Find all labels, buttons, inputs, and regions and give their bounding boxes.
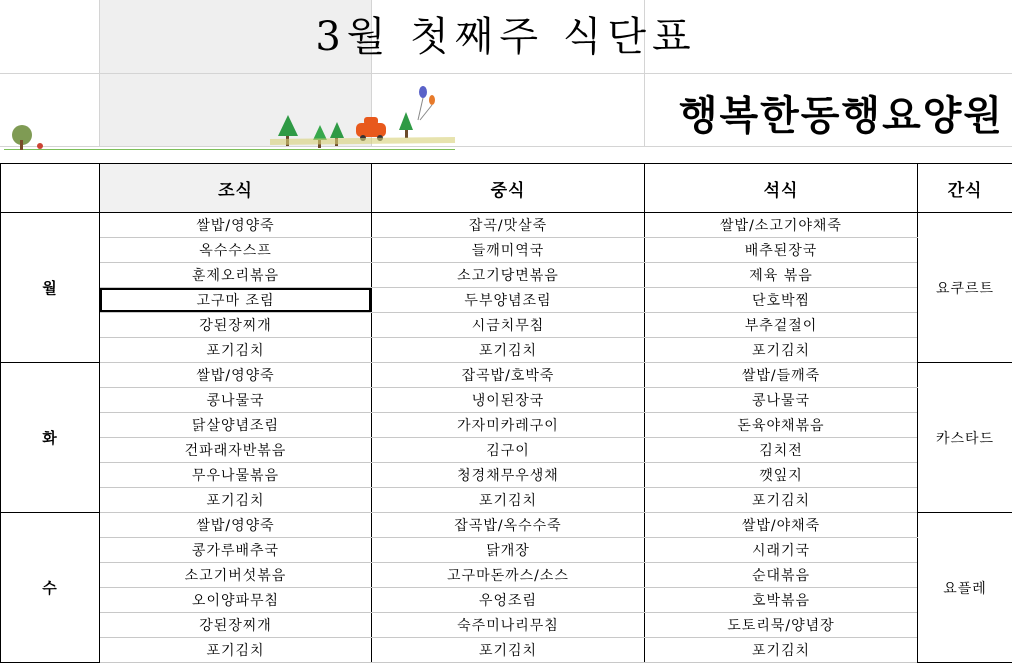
table-row (1, 213, 1012, 238)
table-row (1, 313, 1012, 338)
dinner-cell[interactable]: 제육 볶음 (645, 263, 918, 288)
lunch-cell[interactable]: 들깨미역국 (372, 238, 645, 263)
dinner-cell[interactable]: 포기김치 (645, 338, 918, 363)
table-row (1, 338, 1012, 363)
dinner-cell[interactable]: 콩나물국 (645, 388, 918, 413)
lunch-cell[interactable]: 소고기당면볶음 (372, 263, 645, 288)
table-row (1, 463, 1012, 488)
breakfast-cell[interactable]: 소고기버섯볶음 (100, 563, 372, 588)
decorative-landscape-image (0, 80, 640, 150)
breakfast-cell[interactable]: 쌀밥/영양죽 (100, 513, 372, 538)
day-label[interactable]: 수 (1, 513, 100, 663)
lunch-cell[interactable]: 청경채무우생채 (372, 463, 645, 488)
dinner-cell[interactable]: 호박볶음 (645, 588, 918, 613)
breakfast-cell[interactable]: 강된장찌개 (100, 313, 372, 338)
table-row (1, 288, 1012, 313)
breakfast-cell[interactable]: 콩가루배추국 (100, 538, 372, 563)
lunch-cell[interactable]: 닭개장 (372, 538, 645, 563)
breakfast-cell[interactable]: 강된장찌개 (100, 613, 372, 638)
dinner-cell[interactable]: 김치전 (645, 438, 918, 463)
column-header-snack[interactable]: 간식 (918, 164, 1012, 213)
table-row (1, 588, 1012, 613)
dinner-cell[interactable]: 깻잎지 (645, 463, 918, 488)
tree-icon (399, 112, 413, 138)
breakfast-cell[interactable]: 훈제오리볶음 (100, 263, 372, 288)
column-header-lunch[interactable]: 중식 (372, 164, 645, 213)
balloon-icon (418, 86, 435, 120)
breakfast-cell[interactable]: 오이양파무침 (100, 588, 372, 613)
lunch-cell[interactable]: 잡곡밥/호박죽 (372, 363, 645, 388)
dinner-cell[interactable]: 포기김치 (645, 488, 918, 513)
day-label[interactable]: 월 (1, 213, 100, 363)
snack-cell[interactable]: 요쿠르트 (918, 213, 1012, 363)
breakfast-cell[interactable]: 닭살양념조림 (100, 413, 372, 438)
column-header-dinner[interactable]: 석식 (645, 164, 918, 213)
table-row (1, 538, 1012, 563)
lunch-cell[interactable]: 냉이된장국 (372, 388, 645, 413)
menu-body (1, 213, 1012, 663)
table-row (1, 638, 1012, 663)
dinner-cell[interactable]: 쌀밥/소고기야채죽 (645, 213, 918, 238)
breakfast-cell[interactable]: 포기김치 (100, 638, 372, 663)
dinner-cell[interactable]: 단호박찜 (645, 288, 918, 313)
table-row (1, 513, 1012, 538)
lunch-cell[interactable]: 숙주미나리무침 (372, 613, 645, 638)
lunch-cell[interactable]: 고구마돈까스/소스 (372, 563, 645, 588)
dinner-cell[interactable]: 순대볶음 (645, 563, 918, 588)
car-icon (356, 117, 386, 141)
day-label[interactable]: 화 (1, 363, 100, 513)
dinner-cell[interactable]: 쌀밥/들깨죽 (645, 363, 918, 388)
breakfast-cell[interactable]: 고구마 조림 (100, 288, 372, 313)
table-row (1, 263, 1012, 288)
breakfast-cell[interactable]: 옥수수스프 (100, 238, 372, 263)
breakfast-cell[interactable]: 콩나물국 (100, 388, 372, 413)
lunch-cell[interactable]: 포기김치 (372, 338, 645, 363)
breakfast-cell[interactable]: 쌀밥/영양죽 (100, 363, 372, 388)
column-header-breakfast[interactable]: 조식 (100, 164, 372, 213)
header-row (1, 164, 1012, 213)
lunch-cell[interactable]: 가자미카레구이 (372, 413, 645, 438)
lunch-cell[interactable]: 김구이 (372, 438, 645, 463)
breakfast-cell[interactable]: 쌀밥/영양죽 (100, 213, 372, 238)
dinner-cell[interactable]: 배추된장국 (645, 238, 918, 263)
table-row (1, 363, 1012, 388)
lunch-cell[interactable]: 두부양념조림 (372, 288, 645, 313)
tree-icon (313, 125, 327, 148)
breakfast-cell[interactable]: 포기김치 (100, 488, 372, 513)
tree-icon (12, 125, 43, 150)
dinner-cell[interactable]: 쌀밥/야채죽 (645, 513, 918, 538)
dinner-cell[interactable]: 시래기국 (645, 538, 918, 563)
dinner-cell[interactable]: 포기김치 (645, 638, 918, 663)
lunch-cell[interactable]: 잡곡밥/옥수수죽 (372, 513, 645, 538)
lunch-cell[interactable]: 시금치무침 (372, 313, 645, 338)
dinner-cell[interactable]: 도토리묵/양념장 (645, 613, 918, 638)
snack-cell[interactable]: 요플레 (918, 513, 1012, 663)
brand-name: 행복한동행요양원 (678, 93, 1004, 139)
column-header-blank (1, 164, 100, 213)
table-row (1, 563, 1012, 588)
dinner-cell[interactable]: 부추겉절이 (645, 313, 918, 338)
table-row (1, 238, 1012, 263)
table-row (1, 388, 1012, 413)
snack-cell[interactable]: 카스타드 (918, 363, 1012, 513)
table-row (1, 413, 1012, 438)
table-row (1, 488, 1012, 513)
menu-table (0, 163, 1012, 663)
table-row (1, 438, 1012, 463)
breakfast-cell[interactable]: 포기김치 (100, 338, 372, 363)
lunch-cell[interactable]: 잡곡/맛살죽 (372, 213, 645, 238)
page-title: 3월 첫째주 식단표 (315, 14, 697, 60)
lunch-cell[interactable]: 우엉조림 (372, 588, 645, 613)
lunch-cell[interactable]: 포기김치 (372, 638, 645, 663)
lunch-cell[interactable]: 포기김치 (372, 488, 645, 513)
breakfast-cell[interactable]: 건파래자반볶음 (100, 438, 372, 463)
table-row (1, 613, 1012, 638)
dinner-cell[interactable]: 돈육야채볶음 (645, 413, 918, 438)
breakfast-cell[interactable]: 무우나물볶음 (100, 463, 372, 488)
